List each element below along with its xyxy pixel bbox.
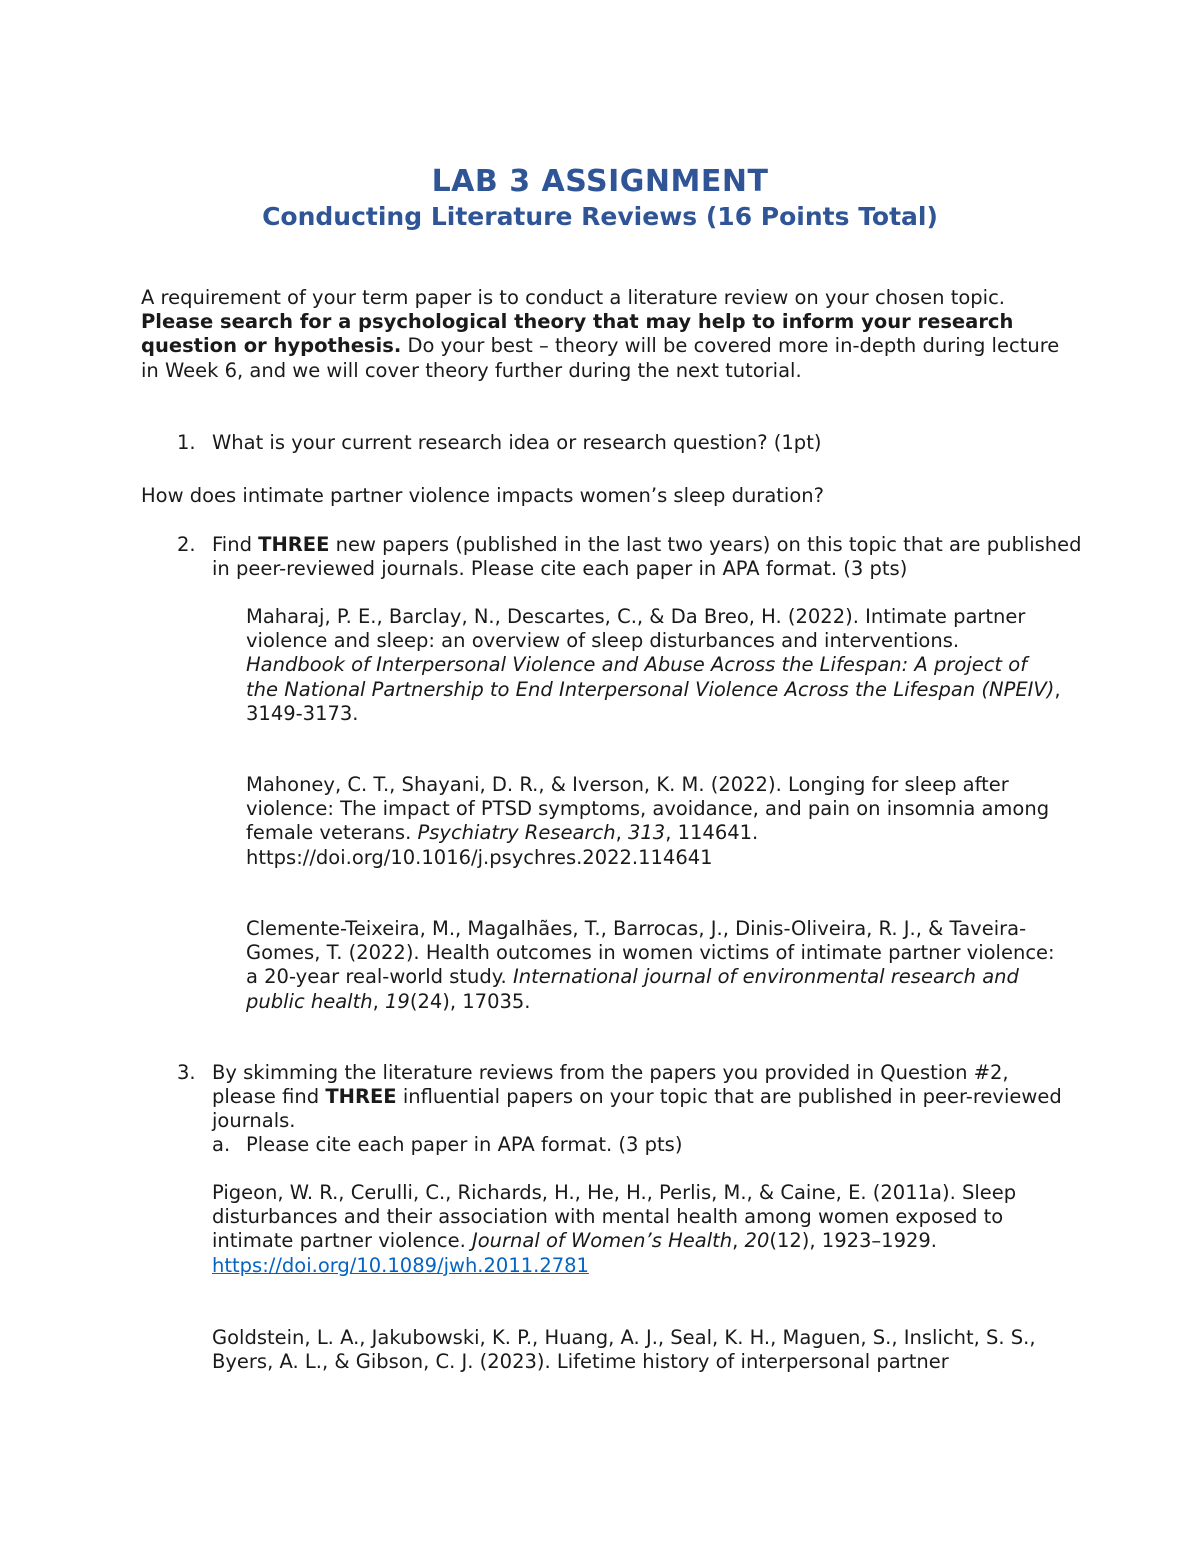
reference-pages: , 114641. https://doi.org/10.1016/j.psychres.2022.114641 bbox=[246, 821, 759, 869]
intro-bold-text: Please search for a psychological theory that may help to inform your research question or hypothesis. bbox=[141, 310, 1014, 358]
question-2-emphasis: THREE bbox=[258, 533, 330, 556]
reference-item bbox=[212, 1181, 1062, 1278]
question-3-text bbox=[212, 1061, 1062, 1134]
page-subtitle: Conducting Literature Reviews (16 Points Total) bbox=[262, 202, 938, 231]
question-1-answer: How does intimate partner violence impacts women’s sleep duration? bbox=[141, 484, 824, 507]
reference-authors: Mahoney, C. T., Shayani, D. R., & Iverson, K. M. (2022). Longing for sleep after violence: The impact of PTSD symptoms, avoidance, and pain on insomnia among female veterans. bbox=[246, 773, 1050, 845]
reference-journal: International journal of environmental research and public health bbox=[246, 965, 1019, 1013]
question-2-number: 2. bbox=[177, 533, 196, 556]
page-title: LAB 3 ASSIGNMENT bbox=[431, 164, 769, 199]
question-2-text bbox=[212, 533, 1082, 581]
question-3-text-post: influential papers on your topic that are published in peer-reviewed journals. bbox=[212, 1085, 1062, 1133]
question-3-number: 3. bbox=[177, 1061, 196, 1084]
reference-volume: 313 bbox=[627, 821, 666, 845]
reference-separator: , bbox=[372, 989, 379, 1013]
question-2-text-pre: Find bbox=[212, 533, 252, 556]
reference-authors: Pigeon, W. R., Cerulli, C., Richards, H., He, H., Perlis, M., & Caine, E. (2011a). Sleep disturbances and their association with mental health among women exposed to intimate partner violence. bbox=[212, 1181, 1017, 1253]
reference-separator: , bbox=[732, 1229, 739, 1253]
reference-journal: Handbook of Interpersonal Violence and Abuse Across the Lifespan: A project of the National Partnership to End Interpersonal Violence Across the Lifespan (NPEIV) bbox=[246, 653, 1055, 701]
question-1-text: What is your current research idea or research question? (1pt) bbox=[212, 431, 822, 454]
reference-journal: Journal of Women’s Health bbox=[471, 1229, 733, 1253]
question-3a-letter: a. bbox=[212, 1133, 231, 1156]
reference-pages: (12), 1923–1929. bbox=[769, 1229, 937, 1253]
reference-volume: 20 bbox=[744, 1229, 770, 1253]
question-3a-text: Please cite each paper in APA format. (3 pts) bbox=[246, 1133, 683, 1156]
intro-text-2: Do your best – theory will be covered more in-depth during lecture in Week 6, and we will cover theory further during the next tutorial. bbox=[141, 334, 1060, 382]
reference-item bbox=[212, 1326, 1082, 1374]
reference-authors: Goldstein, L. A., Jakubowski, K. P., Huang, A. J., Seal, K. H., Maguen, S., Inslicht, S. S., Byers, A. L., & Gibson, C. J. (2023). Lifetime history of interpersonal partner bbox=[212, 1326, 1036, 1374]
question-1-number: 1. bbox=[177, 431, 196, 454]
reference-item bbox=[246, 773, 1066, 870]
reference-pages: , 3149-3173. bbox=[246, 677, 1061, 725]
reference-item bbox=[246, 605, 1061, 726]
reference-authors: Clemente-Teixeira, M., Magalhães, T., Barrocas, J., Dinis-Oliveira, R. J., & Taveira-Gomes, T. (2022). Health outcomes in women victims of intimate partner violence: a 20-year real-world study. bbox=[246, 917, 1055, 989]
reference-pages: (24), 17035. bbox=[409, 989, 531, 1013]
question-3-text-pre: By skimming the literature reviews from the papers you provided in Question #2, please find bbox=[212, 1061, 1009, 1109]
reference-authors: Maharaj, P. E., Barclay, N., Descartes, C., & Da Breo, H. (2022). Intimate partner violence and sleep: an overview of sleep disturbances and interventions. bbox=[246, 605, 1026, 653]
intro-paragraph bbox=[141, 286, 1071, 383]
question-3-emphasis: THREE bbox=[325, 1085, 397, 1109]
reference-item bbox=[246, 917, 1061, 1014]
reference-volume: 19 bbox=[385, 989, 410, 1013]
reference-separator: , bbox=[615, 821, 622, 845]
reference-journal: Psychiatry Research bbox=[417, 821, 616, 845]
reference-doi-link[interactable]: https://doi.org/10.1089/jwh.2011.2781 bbox=[212, 1253, 589, 1277]
intro-text: A requirement of your term paper is to conduct a literature review on your chosen topic. bbox=[141, 286, 1006, 309]
question-2-text-post: new papers (published in the last two years) on this topic that are published in peer-reviewed journals. Please cite each paper in APA format. (3 pts) bbox=[212, 533, 1082, 581]
